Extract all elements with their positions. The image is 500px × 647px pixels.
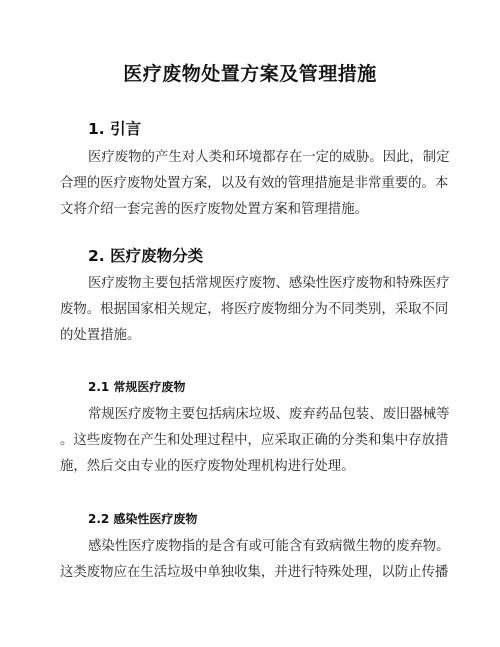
paragraph-line: 医疗废物主要包括常规医疗废物、感染性医疗废物和特殊医疗	[88, 276, 450, 291]
document-title: 医疗废物处置方案及管理措施	[123, 63, 377, 85]
paragraph-line: 合理的医疗废物处置方案，以及有效的管理措施是非常重要的。本	[60, 176, 449, 191]
paragraph-line: 这类废物应在生活垃圾中单独收集，并进行特殊处理，以防止传播	[60, 565, 449, 580]
paragraph-line: 施，然后交由专业的医疗废物处理机构进行处理。	[60, 459, 355, 474]
subsection-heading-infectious-waste: 2.2 感染性医疗废物	[88, 512, 198, 526]
paragraph-line: 医疗废物的产生对人类和环境都存在一定的威胁。因此，制定	[88, 150, 450, 165]
paragraph-line: 文将介绍一套完善的医疗废物处置方案和管理措施。	[60, 202, 368, 217]
section-heading-intro: 1. 引言	[88, 120, 142, 138]
subsection-heading-general-waste: 2.1 常规医疗废物	[88, 380, 186, 394]
paragraph-line: 感染性医疗废物指的是含有或可能含有致病微生物的废弃物。	[88, 539, 450, 554]
paragraph-line: 废物。根据国家相关规定，将医疗废物细分为不同类别，采取不同	[60, 302, 449, 317]
paragraph-line: 的处置措施。	[60, 328, 141, 343]
paragraph-line: 常规医疗废物主要包括病床垃圾、废弃药品包装、废旧器械等	[88, 407, 450, 422]
section-heading-classification: 2. 医疗废物分类	[88, 247, 204, 265]
paragraph-line: 。这些废物在产生和处理过程中，应采取正确的分类和集中存放措	[60, 433, 449, 448]
